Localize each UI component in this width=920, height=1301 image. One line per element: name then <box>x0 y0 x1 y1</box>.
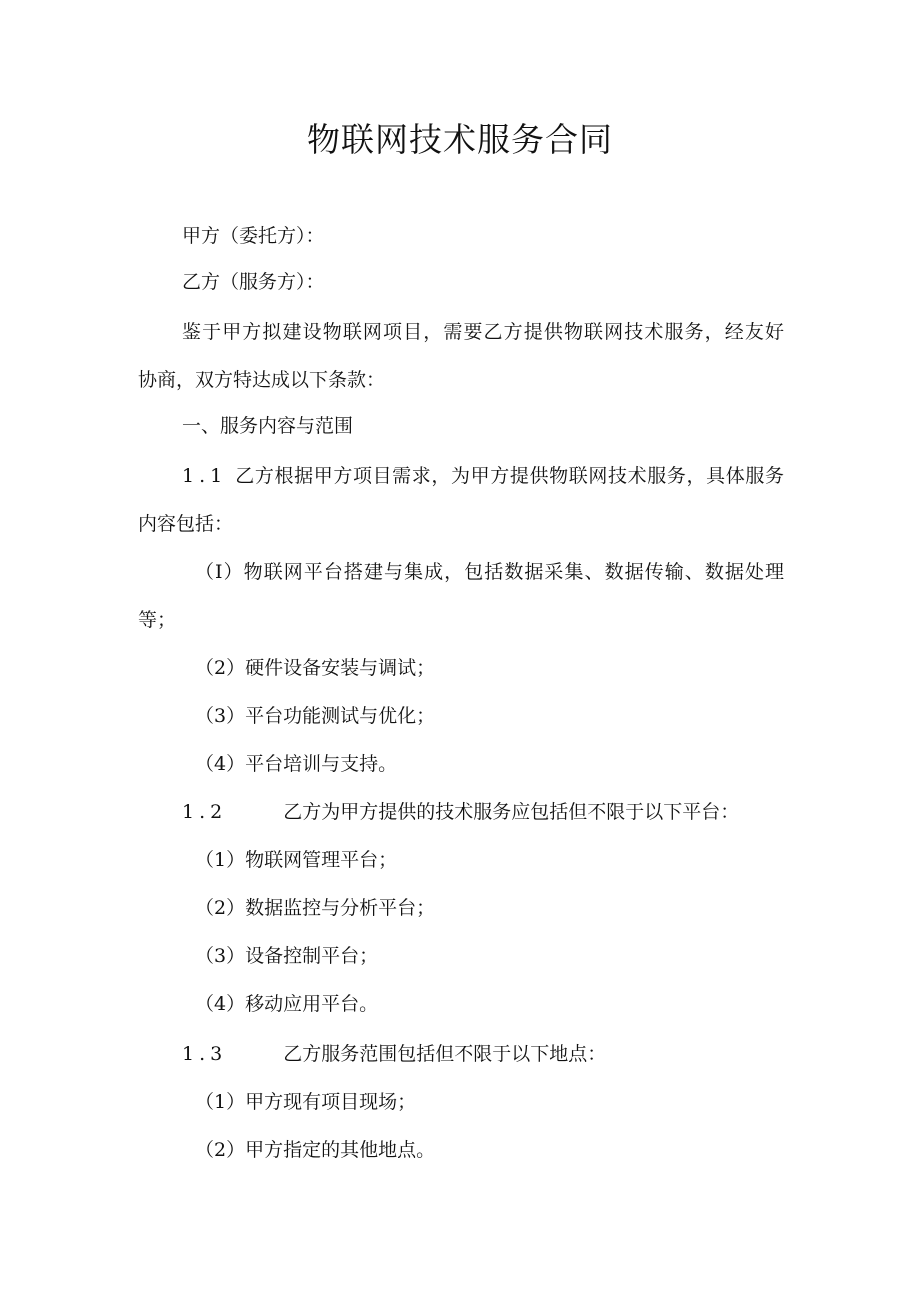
clause-1-2-item-3: （3）设备控制平台； <box>195 945 379 967</box>
clause-1-1-item-4: （4）平台培训与支持。 <box>195 753 398 775</box>
preamble-line-1: 鉴于甲方拟建设物联网项目，需要乙方提供物联网技术服务，经友好 <box>182 321 784 343</box>
clause-1-2-text: 乙方为甲方提供的技术服务应包括但不限于以下平台： <box>283 801 740 823</box>
clause-1-3-number: 1.3 <box>182 1043 228 1065</box>
party-a-line: 甲方（委托方）： <box>182 225 325 247</box>
clause-1-3-item-2: （2）甲方指定的其他地点。 <box>195 1139 436 1161</box>
clause-1-1-item-3: （3）平台功能测试与优化； <box>195 705 436 727</box>
document-title: 物联网技术服务合同 <box>307 120 613 159</box>
clause-1-1-item-1-line-1: （I）物联网平台搭建与集成，包括数据采集、数据传输、数据处理 <box>195 561 784 583</box>
clause-1-3-item-1: （1）甲方现有项目现场； <box>195 1091 417 1113</box>
clause-1-3-text: 乙方服务范围包括但不限于以下地点： <box>283 1043 607 1065</box>
clause-1-1-text: 乙方根据甲方项目需求，为甲方提供物联网技术服务，具体服务 <box>235 465 784 487</box>
preamble-line-2: 协商，双方特达成以下条款： <box>138 369 386 391</box>
clause-1-1-item-1-line-2: 等； <box>138 609 177 631</box>
clause-1-2-line <box>182 798 739 826</box>
clause-1-1-line-1 <box>182 462 784 490</box>
clause-1-3-line <box>182 1040 606 1068</box>
clause-1-2-number: 1.2 <box>182 801 228 823</box>
clause-1-2-item-2: （2）数据监控与分析平台； <box>195 897 436 919</box>
section-1-heading: 一、服务内容与范围 <box>182 415 354 437</box>
party-b-line: 乙方（服务方）： <box>182 271 325 293</box>
clause-1-1-item-2: （2）硬件设备安装与调试； <box>195 657 436 679</box>
clause-1-1-line-2: 内容包括： <box>138 513 234 535</box>
clause-1-2-item-4: （4）移动应用平台。 <box>195 993 379 1015</box>
clause-1-2-item-1: （1）物联网管理平台； <box>195 849 398 871</box>
clause-1-1-number: 1.1 <box>182 465 228 487</box>
